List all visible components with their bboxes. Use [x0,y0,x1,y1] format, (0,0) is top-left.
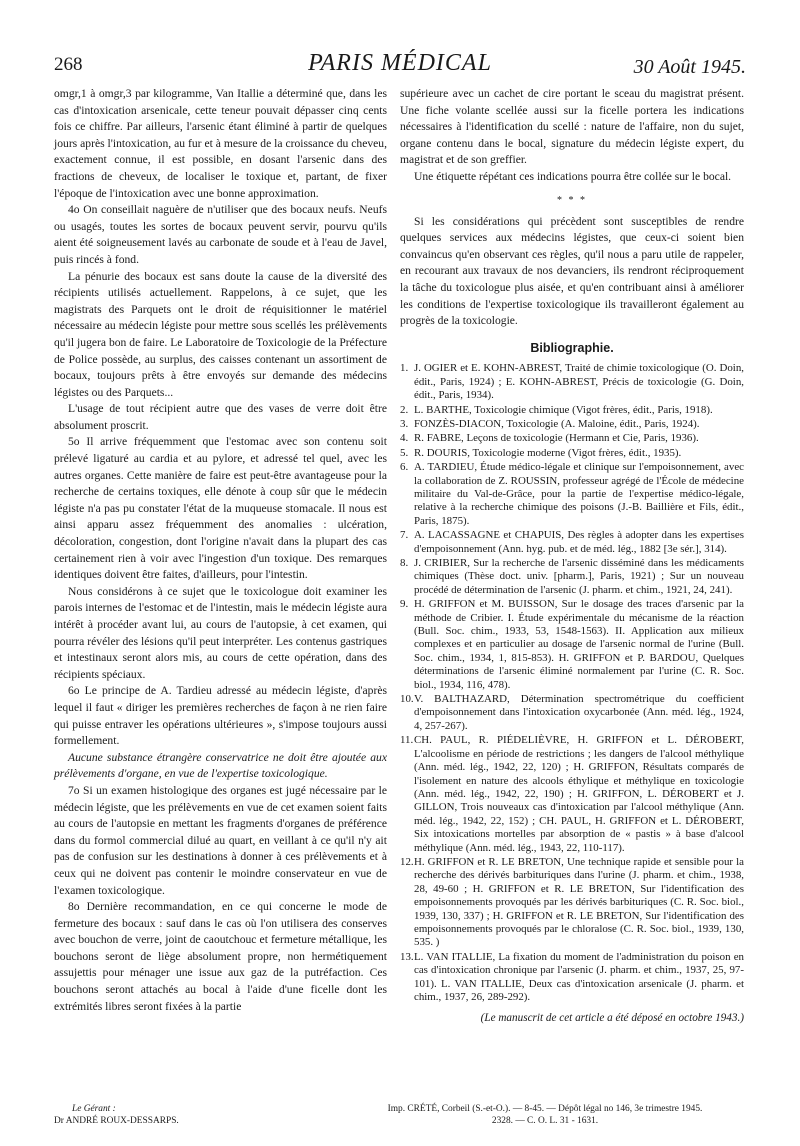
right-column [400,86,744,1027]
paragraph: Nous considérons à ce sujet que le toxicologue doit examiner les parois internes de l'estomac et de l'intestin, mais le médecin légiste aura intérêt à procéder avant lui, au cours de l'autopsie, à cet examen, qui pourra révéler des lésions qu'il peut interpréter. Les contenus gastriques et intestinaux seront alors mis, au cours de cette opération, dans des récipients spéciaux. [54,584,387,681]
paragraph: Une étiquette répétant ces indications pourra être collée sur le bocal. [414,169,732,183]
emphasis-paragraph: Aucune substance étrangère conservatrice ne doit être ajoutée aux prélèvements d'organe, en vue de l'expertise toxicologique. [54,750,387,781]
bibliography-entry [400,447,744,460]
footer-gerant [54,1103,294,1127]
bibliography-text: A. TARDIEU, Étude médico-légale et clinique sur l'empoisonnement, avec la collaboration de Z. ROUSSIN, professeur agrégé de l'École de médecine militaire du Val-de-Grâce, pour la partie de l'expertise médico-légale, relative à la recherche chimique des poisons (J.-B. Baillière et Fils, édit., Paris, 1875). [414,461,744,527]
bibliography-number: 1. [400,362,409,375]
journal-title: PARIS MÉDICAL [308,50,492,76]
bibliography-text: FONZÈS-DIACON, Toxicologie (A. Maloine, édit., Paris, 1924). [414,417,700,430]
bibliography-entry [400,418,744,431]
bibliography-entry [400,362,744,402]
paragraph: omgr,1 à omgr,3 par kilogramme, Van Itallie a déterminé que, dans les cas d'intoxication arsenicale, cette teneur pouvait dépasser cinq cents fois ce chiffre. Par ailleurs, l'arsenic étant éliminé à partir de quelques jours après l'intoxication, au fur et à mesure de la croissance du cheveu, exactement connue, il est possible, en dosant l'arsenic dans des fractions de cheveux, de localiser le toxique et, partant, de fixer l'époque de l'intoxication avec une bonne approximation. [54,87,387,200]
paragraph: 7o Si un examen histologique des organes est jugé nécessaire par le médecin légiste, que les prélèvements en vue de cet examen soient faits au cours de l'autopsie en mettant les fragments d'organes de préférence dans du formol commercial dilué au quart, en veillant à ce qu'il n'y ait pas de confusion sur les destinations à donner à ces prélèvements et à ceux qui ne doivent pas contenir le moindre conservateur en vue de l'examen toxicologique. [54,783,387,897]
bibliography-number: 4. [400,432,409,445]
paragraph: 4o On conseillait naguère de n'utiliser que des bocaux neufs. Neufs ou usagés, toutes les sortes de bocaux peuvent servir, pourvu qu'ils aient été soigneusement lavés au carbonate de soude et à l'eau de Javel, puis rincés à fond. [54,203,387,266]
bibliography-entry [400,693,744,733]
bibliography-entry [400,856,744,950]
bibliography-entry [400,951,744,1005]
bibliography-number: 3. [400,417,409,430]
bibliography-entry [400,404,744,417]
bibliography-text: V. BALTHAZARD, Détermination spectrométrique du coefficient d'empoisonnement dans l'intoxication oxycarbonée (Ann. méd. lég., 1924, 4, 257-267). [414,693,744,732]
bibliography-number: 6. [400,461,409,474]
bibliography-text: A. LACASSAGNE et CHAPUIS, Des règles à adopter dans les expertises d'empoisonnement (Ann. hyg. pub. et de méd. lég., 1882 [3e sér.], 314). [414,529,744,555]
paragraph: La pénurie des bocaux est sans doute la cause de la diversité des récipients utilisés actuellement. Rappelons, à ce sujet, que les magistrats des Parquets ont le droit de réquisitionner le matériel nécessaire au médecin légiste pour mettre sous scellés les prélèvements qu'il jugera bon de faire. Le Laboratoire de Toxicologie de la Préfecture de Police possède, au surplus, des caisses contenant un assortiment de bocaux, toujours prêts à être envoyés sur demande des médecins légistes ou des Parquets... [54,269,387,399]
footer-printer [344,1103,746,1127]
page-header [54,48,746,88]
gerant-name: Dr ANDRÉ ROUX-DESSARPS. [54,1116,179,1126]
bibliography-entry [400,461,744,528]
bibliography-text: J. OGIER et E. KOHN-ABREST, Traité de chimie toxicologique (O. Doin, édit., Paris, 1924) ; E. KOHN-ABREST, Précis de toxicologie (G. Doin, édit., Paris, 1934). [414,362,744,402]
bibliography-list [400,362,744,1004]
bibliography-entry [400,432,744,445]
manuscript-note: (Le manuscrit de cet article a été déposé en octobre 1943.) [480,1012,744,1025]
bibliography-entry [400,557,744,597]
bibliography-text: L. BARTHE, Toxicologie chimique (Vigot frères, édit., Paris, 1918). [414,403,713,416]
bibliography-text: H. GRIFFON et M. BUISSON, Sur le dosage des traces d'arsenic par la méthode de Cribier. I. Étude expérimentale du mécanisme de la réaction (Bull. Soc. chim., 1933, 53, 1548-1563). II. Application aux milieux complexes et en particulier au dosage de l'arsenic normal de l'urine (Bull. Soc. chim., 1934, 1, 815-853). H. GRIFFON et P. BARDOU, Quelques déterminations de l'arsenic éliminé normalement par l'urine (C. R. Soc. biol., 1934, 116, 478). [414,598,744,691]
bibliography-number: 7. [400,529,409,542]
left-column [54,86,387,1015]
bibliography-number: 9. [400,598,409,611]
gerant-label: Le Gérant : [72,1104,116,1114]
printer-line: Imp. CRÉTÉ, Corbeil (S.-et-O.). — 8-45. — Dépôt légal no 146, 3e trimestre 1945. [387,1104,703,1114]
bibliography-text: R. FABRE, Leçons de toxicologie (Hermann et Cie, Paris, 1936). [414,432,699,445]
paragraph: L'usage de tout récipient autre que des vases de verre doit être absolument proscrit. [54,402,387,432]
paragraph: supérieure avec un cachet de cire portant le sceau du magistrat présent. Une fiche volante scellée aussi sur la ficelle portera les indications nécessaires à l'identification du scellé : nature de l'affaire, non du sujet, organe contenu dans le bocal, signature du médecin légiste expert, du magistrat et de son greffier. [400,87,744,167]
bibliography-text: R. DOURIS, Toxicologie moderne (Vigot frères, édit., 1935). [414,446,682,459]
paragraph: 5o Il arrive fréquemment que l'estomac avec son contenu soit prélevé ligaturé au cardia et au pylore, et adressé tel quel, avec les autres organes. Cette manière de faire est peut-être avantageuse pour la recherche de certains toxiques, elle dénote à coup sûr que le médecin légiste n'a pas pu constater l'état de la muqueuse stomacale. Il nous est ainsi apparu assez fréquemment des anomalies : ulcération, décoloration, congestion, dont l'origine n'avait dans la plupart des cas certainement rien à voir avec l'ingestion d'un toxique. Des remarques identiques doivent être faites, d'ailleurs, pour l'intestin. [54,435,387,582]
bibliography-number: 2. [400,403,409,416]
bibliography-number: 5. [400,446,409,459]
section-separator: * * * [557,194,587,206]
issue-date: 30 Août 1945. [633,56,746,78]
bibliography-number: 12. [400,855,414,868]
bibliography-text: L. VAN ITALLIE, La fixation du moment de l'administration du poison en cas d'intoxication chronique par l'arsenic (J. pharm. et chim., 1937, 25, 97-101). L. VAN ITALLIE, Deux cas d'intoxication arsenicale (J. pharm. et chim., 1937, 26, 289-292). [414,950,744,1003]
paragraph: 6o Le principe de A. Tardieu adressé au médecin légiste, d'après lequel il faut « diriger les premières recherches de façon à ne rien faire qui puisse entraver les opérations ultérieures », s'impose toujours aussi formellement. [54,684,387,748]
bibliography-entry [400,598,744,692]
bibliography-number: 8. [400,557,409,569]
bibliography-text: H. GRIFFON et R. LE BRETON, Une technique rapide et sensible pour la recherche des dérivés barbituriques dans l'urine (J. pharm. et chim., 1938, 28, 49-60 ; H. GRIFFON et R. LE BRETON, Sur l'identification des empoisonnements provoqués par les dérivés barbituriques (C. R. Soc. biol., 1939, 130, 337) ; H. GRIFFON et R. LE BRETON, Sur l'identification des empoisonnements provoqués par le chloralose (C. R. Soc. biol., 1939, 130, 535. ) [414,855,744,949]
paragraph: 8o Dernière recommandation, en ce qui concerne le mode de fermeture des bocaux : sauf dans le cas où l'on utilisera des conserves avec bouchon de verre, joint de caoutchouc et fermeture métallique, les bouchons seront de liège absolument propre, non hermétiquement assujettis pour ménager une issue aux gaz de la putréfaction. Ces bouchons seront attachés au bocal à l'aide d'une ficelle dont les extrémités libres seront fixées à la partie [54,900,387,1013]
bibliography-number: 10. [400,693,414,706]
bibliography-number: 11. [400,734,414,747]
paragraph: Si les considérations qui précèdent sont susceptibles de rendre quelques services aux médecins légistes, que ceux-ci soient bien convaincus qu'en observant ces règles, qu'il nous a paru utile de rappeler, en recourant aux travaux de nos devanciers, ils rendront réciproquement la tâche du toxicologue plus aisée, et qu'en contribuant ainsi à améliorer les conditions de l'expertise toxicologique ils travailleront également au progrès de la toxicologie. [400,214,744,328]
bibliography-title: Bibliographie. [530,340,614,355]
bibliography-text: CH. PAUL, R. PIÉDELIÈVRE, H. GRIFFON et L. DÉROBERT, L'alcoolisme en période de restrictions ; les dangers de l'alcool méthylique (Ann. méd. lég., 1942, 22, 120) ; H. GRIFFON, Résultats comparés de l'isolement en nature des alcools éthylique et méthylique en toxicologie (Ann. méd. lég., 1942, 22, 190) ; H. GRIFFON, L. DÉROBERT et J. GILLON, Trois nouveaux cas d'intoxication par l'alcool méthylique (Ann. méd. lég., 1942, 22, 152) ; CH. PAUL, H. GRIFFON et L. DÉROBERT, Six intoxications mortelles par absorption de « pastis » à base d'alcool méthylique (Ann. méd. lég., 1943, 22, 110-117). [414,734,744,854]
bibliography-number: 13. [400,950,414,963]
bibliography-entry [400,734,744,855]
bibliography-text: J. CRIBIER, Sur la recherche de l'arsenic disséminé dans les médicaments chimiques (Thèse doct. univ. [pharm.], Paris, 1921) ; Sur un nouveau procédé de détermination de l'arsenic (J. pharm. et chim., 1921, 24, 241). [414,557,744,596]
bibliography-entry [400,529,744,556]
page-number: 268 [54,54,83,75]
printer-code: 2328. — C. O. L. 31 - 1631. [491,1116,599,1126]
